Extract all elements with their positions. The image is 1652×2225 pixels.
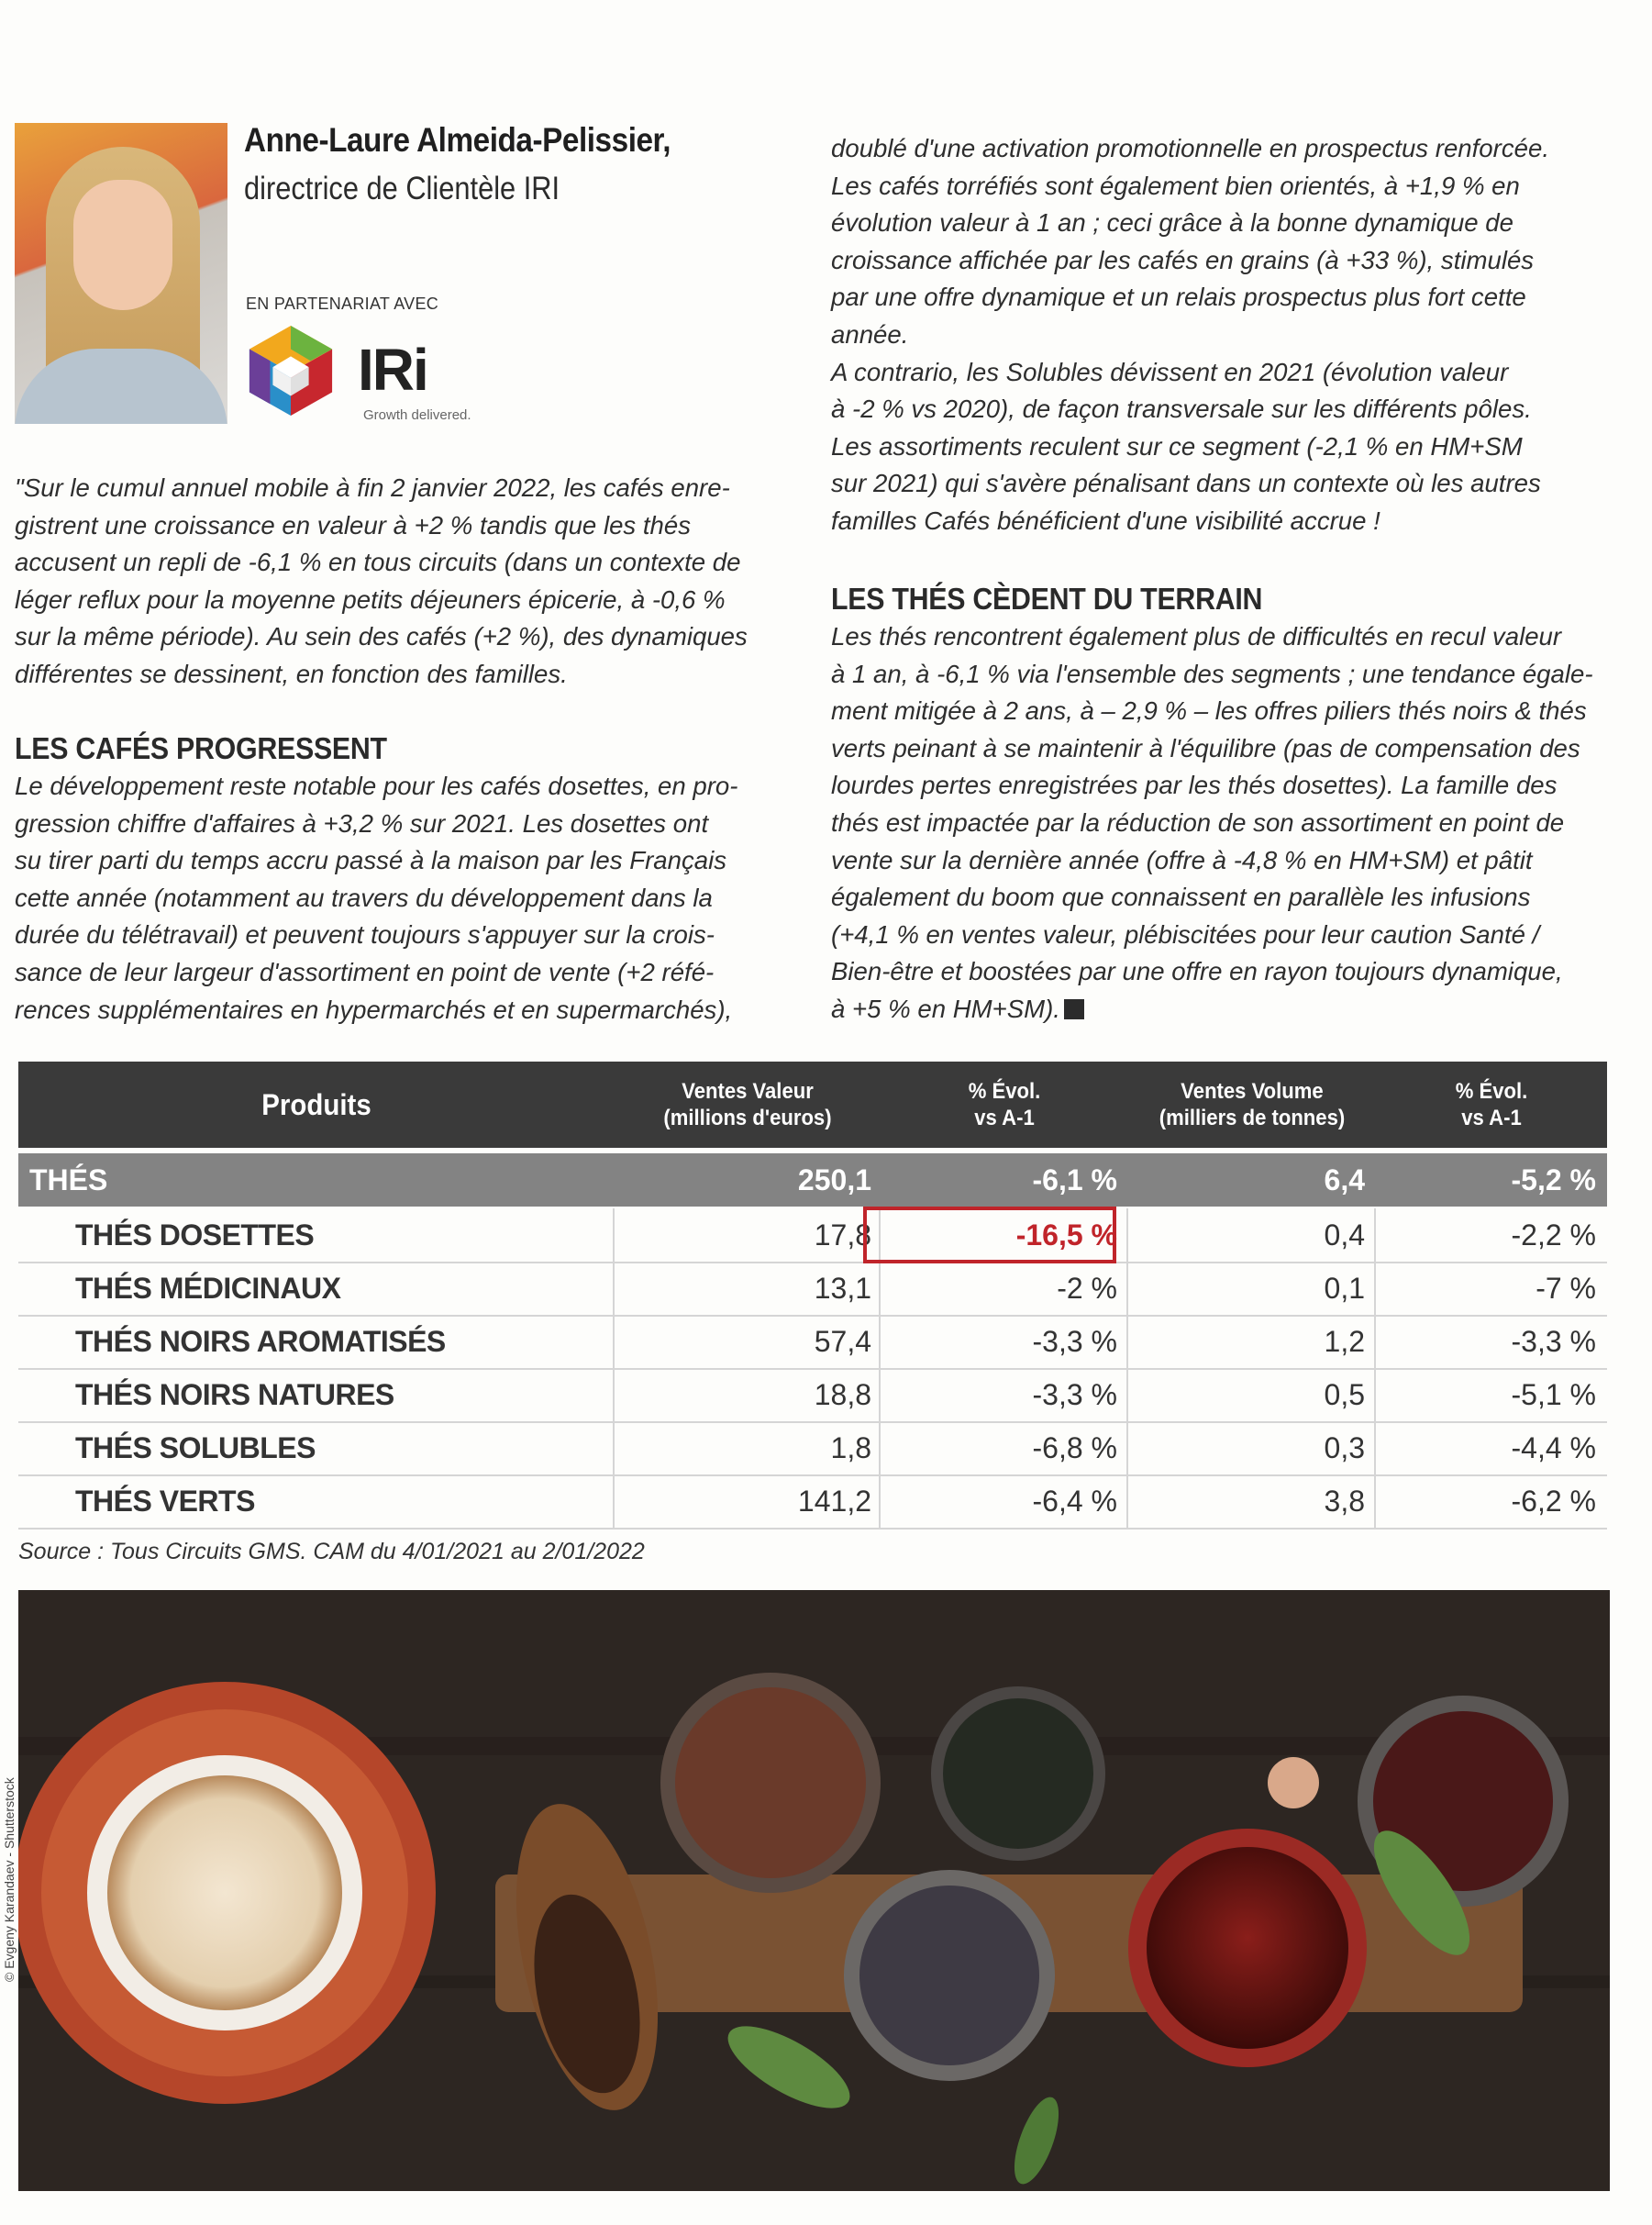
text-line: thés est impactée par la réduction de son assortiment en point de bbox=[831, 807, 1565, 837]
cell-evol-valeur: -3,3 % bbox=[1032, 1324, 1117, 1358]
header-line: vs A-1 bbox=[974, 1106, 1035, 1130]
header-evol-volume bbox=[1385, 1062, 1598, 1148]
cell-produit: THÉS SOLUBLES bbox=[75, 1430, 316, 1464]
iri-tagline: Growth delivered. bbox=[363, 407, 471, 423]
text-line: Le développement reste notable pour les cafés dosettes, en pro- bbox=[15, 772, 738, 800]
text-line: différentes se dessinent, en fonction des familles. bbox=[15, 659, 568, 688]
text-line: sur la même période). Au sein des cafés (+2 %), des dynamiques bbox=[15, 622, 748, 651]
end-square-icon bbox=[1064, 999, 1084, 1019]
table-row bbox=[18, 1474, 1607, 1530]
cell-produit: THÉS MÉDICINAUX bbox=[75, 1271, 341, 1305]
text-line: familles Cafés bénéficient d'une visibilité accrue ! bbox=[831, 506, 1380, 535]
header-line: % Évol. bbox=[968, 1079, 1041, 1104]
tea-coffee-photo bbox=[18, 1590, 1610, 2191]
text-line: cette année (notamment au travers du développement dans la bbox=[15, 883, 713, 912]
table-header bbox=[18, 1062, 1607, 1148]
table-row bbox=[18, 1208, 1607, 1263]
cell-valeur: 141,2 bbox=[797, 1484, 871, 1518]
author-portrait bbox=[15, 123, 227, 424]
table-row bbox=[18, 1421, 1607, 1476]
header-line: % Évol. bbox=[1455, 1079, 1528, 1104]
text-line: à -2 % vs 2020), de façon transversale sur les différents pôles. bbox=[831, 395, 1532, 424]
cell-volume: 0,1 bbox=[1324, 1271, 1365, 1305]
text-line: Les cafés torréfiés sont également bien orientés, à +1,9 % en bbox=[831, 171, 1520, 200]
text-line: par une offre dynamique et un relais prospectus plus fort cette bbox=[831, 283, 1526, 312]
table-source: Source : Tous Circuits GMS. CAM du 4/01/2021 au 2/01/2022 bbox=[18, 1539, 645, 1564]
heading-thes: LES THÉS CÈDENT DU TERRAIN bbox=[831, 582, 1263, 616]
text-line: Les assortiments reculent sur ce segment (-2,1 % en HM+SM bbox=[831, 431, 1523, 461]
table-row bbox=[18, 1262, 1607, 1317]
cell-evol-valeur: -6,8 % bbox=[1032, 1430, 1117, 1464]
header-line: (millions d'euros) bbox=[663, 1106, 832, 1130]
text-line: lourdes pertes enregistrées par les thés dosettes). La famille des bbox=[831, 771, 1558, 800]
text-line: sur 2021) qui s'avère pénalisant dans un contexte où les autres bbox=[831, 469, 1541, 498]
text-line: su tirer parti du temps accru passé à la maison par les Français bbox=[15, 846, 727, 875]
text-line: croissance affichée par les cafés en grains (à +33 %), stimulés bbox=[831, 245, 1535, 274]
text-line: vente sur la dernière année (offre à -4,8 % en HM+SM) et pâtit bbox=[831, 845, 1533, 874]
table-row bbox=[18, 1368, 1607, 1423]
header-line: (milliers de tonnes) bbox=[1159, 1106, 1346, 1130]
author-name: Anne-Laure Almeida-Pelissier, bbox=[244, 121, 671, 159]
highlight-box bbox=[863, 1207, 1116, 1263]
cell-valeur: 1,8 bbox=[830, 1430, 871, 1464]
author-role: directrice de Clientèle IRI bbox=[244, 171, 560, 206]
cell-evol-valeur-highlighted: -16,5 % bbox=[1015, 1218, 1117, 1252]
cell-evol-valeur: -6,1 % bbox=[1032, 1163, 1117, 1196]
column-divider bbox=[1126, 1208, 1128, 1528]
cell-valeur: 18,8 bbox=[814, 1377, 871, 1411]
text-line: sance de leur largeur d'assortiment en point de vente (+2 réfé- bbox=[15, 957, 715, 986]
cell-valeur: 13,1 bbox=[814, 1271, 871, 1305]
intro-paragraph bbox=[15, 470, 789, 694]
cell-evol-valeur: -3,3 % bbox=[1032, 1377, 1117, 1411]
cell-valeur: 250,1 bbox=[797, 1163, 871, 1196]
photo-credit: © Evgeny Karandaev - Shutterstock bbox=[2, 1777, 17, 1982]
cell-evol-volume: -5,1 % bbox=[1511, 1377, 1596, 1411]
heading-cafes: LES CAFÉS PROGRESSENT bbox=[15, 731, 387, 765]
cell-evol-volume: -4,4 % bbox=[1511, 1430, 1596, 1464]
header-evol-valeur bbox=[891, 1062, 1118, 1148]
text-line: évolution valeur à 1 an ; ceci grâce à la bonne dynamique de bbox=[831, 208, 1513, 238]
header-ventes-valeur bbox=[626, 1062, 870, 1148]
text-line: ment mitigée à 2 ans, à – 2,9 % – les offres piliers thés noirs & thés bbox=[831, 696, 1587, 726]
cell-produit: THÉS NOIRS NATURES bbox=[75, 1377, 394, 1411]
text-line: léger reflux pour la moyenne petits déjeuners épicerie, à -0,6 % bbox=[15, 584, 726, 614]
cell-produit: THÉS VERTS bbox=[75, 1484, 255, 1518]
cell-volume: 0,5 bbox=[1324, 1377, 1365, 1411]
cell-evol-valeur: -2 % bbox=[1057, 1271, 1117, 1305]
cafes-paragraph bbox=[15, 768, 789, 1029]
text-line: année. bbox=[831, 319, 909, 349]
header-ventes-volume bbox=[1138, 1062, 1366, 1148]
cell-evol-volume: -6,2 % bbox=[1511, 1484, 1596, 1518]
cell-evol-volume: -2,2 % bbox=[1511, 1218, 1596, 1252]
column-divider bbox=[1374, 1208, 1376, 1528]
header-line: vs A-1 bbox=[1461, 1106, 1522, 1130]
cell-produit: THÉS NOIRS AROMATISÉS bbox=[75, 1324, 446, 1358]
cell-valeur: 17,8 bbox=[814, 1218, 871, 1252]
cell-volume: 0,3 bbox=[1324, 1430, 1365, 1464]
text-line: "Sur le cumul annuel mobile à fin 2 janvier 2022, les cafés enre- bbox=[15, 473, 730, 502]
cell-volume: 0,4 bbox=[1324, 1218, 1365, 1252]
thes-paragraph bbox=[831, 618, 1605, 1029]
iri-logo-text: IRi bbox=[358, 337, 427, 403]
cell-valeur: 57,4 bbox=[814, 1324, 871, 1358]
cell-volume: 3,8 bbox=[1324, 1484, 1365, 1518]
text-line: gistrent une croissance en valeur à +2 % tandis que les thés bbox=[15, 510, 692, 540]
cell-evol-volume: -3,3 % bbox=[1511, 1324, 1596, 1358]
header-produits: Produits bbox=[261, 1087, 371, 1121]
text-line: (+4,1 % en ventes valeur, plébiscitées pour leur caution Santé / bbox=[831, 919, 1540, 949]
cell-evol-volume: -5,2 % bbox=[1511, 1163, 1596, 1196]
text-line: doublé d'une activation promotionnelle en prospectus renforcée. bbox=[831, 134, 1549, 162]
cell-produit: THÉS bbox=[29, 1163, 108, 1196]
text-line: rences supplémentaires en hypermarchés et en supermarchés), bbox=[15, 995, 733, 1024]
text-line: à 1 an, à -6,1 % via l'ensemble des segments ; une tendance égale- bbox=[831, 659, 1593, 688]
text-line: A contrario, les Solubles dévissent en 2021 (évolution valeur bbox=[831, 357, 1509, 386]
text-line: verts peinant à se maintenir à l'équilibre (pas de compensation des bbox=[831, 733, 1580, 762]
text-line: gression chiffre d'affaires à +3,2 % sur 2021. Les dosettes ont bbox=[15, 808, 709, 838]
text-line-end: à +5 % en HM+SM). bbox=[831, 994, 1060, 1023]
partner-label: EN PARTENARIAT AVEC bbox=[246, 295, 439, 313]
right-paragraph-1 bbox=[831, 130, 1605, 540]
text-line: accusent un repli de -6,1 % en tous circuits (dans un contexte de bbox=[15, 548, 741, 577]
text-line: Bien-être et boostées par une offre en rayon toujours dynamique, bbox=[831, 957, 1563, 986]
cell-volume: 1,2 bbox=[1324, 1324, 1365, 1358]
photo-illustration bbox=[18, 1590, 1610, 2191]
cell-volume: 6,4 bbox=[1324, 1163, 1365, 1196]
text-line: durée du télétravail) et peuvent toujours s'appuyer sur la crois- bbox=[15, 920, 715, 950]
text-line: Les thés rencontrent également plus de difficultés en recul valeur bbox=[831, 622, 1562, 651]
table-row bbox=[18, 1315, 1607, 1370]
tea-sales-table bbox=[18, 1062, 1607, 1526]
column-divider bbox=[613, 1208, 615, 1528]
cell-produit: THÉS DOSETTES bbox=[75, 1218, 315, 1252]
table-row-total bbox=[18, 1153, 1607, 1207]
cell-evol-volume: -7 % bbox=[1536, 1271, 1596, 1305]
header-line: Ventes Volume bbox=[1181, 1079, 1324, 1104]
text-line bbox=[831, 991, 1605, 1029]
header-line: Ventes Valeur bbox=[682, 1079, 814, 1104]
cell-evol-valeur: -6,4 % bbox=[1032, 1484, 1117, 1518]
iri-logo-icon bbox=[246, 323, 336, 418]
text-line: également du boom que connaissent en parallèle les infusions bbox=[831, 883, 1531, 912]
